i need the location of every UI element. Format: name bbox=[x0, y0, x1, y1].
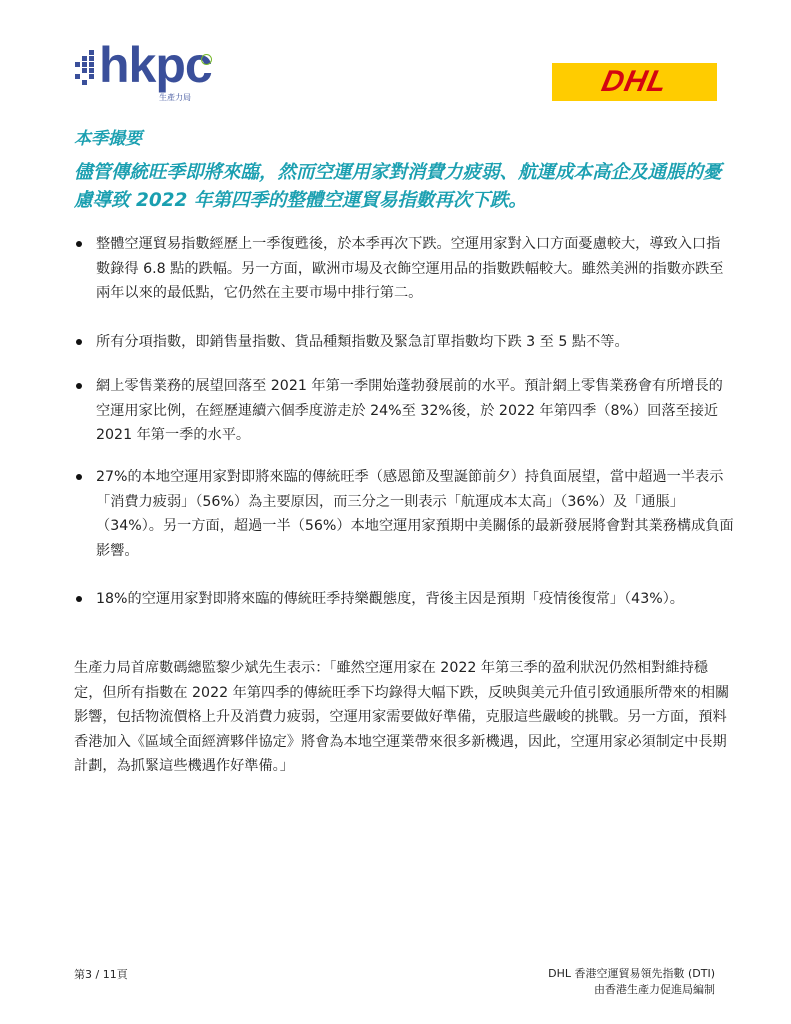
headline: 儘管傳統旺季即將來臨，然而空運用家對消費力疲弱、航運成本高企及通脹的憂慮導致 2022 年第四季的整體空運貿易指數再次下跌。 bbox=[74, 162, 722, 211]
section-title: 本季撮要 bbox=[74, 129, 142, 149]
bullet-dot-icon bbox=[76, 241, 82, 247]
hkpc-dots-icon bbox=[73, 50, 99, 86]
bullet-text: 所有分項指數，即銷售量指數、貨品種類指數及緊急訂單指數均下跌 3 至 5 點不等。 bbox=[96, 334, 629, 350]
bullet-text: 27%的本地空運用家對即將來臨的傳統旺季（感恩節及聖誕節前夕）持負面展望，當中超過一半表示「消費力疲弱」（56%）為主要原因，而三分之一則表示「航運成本太高」（36%）及「通脹」（34%）。另一方面，超過一半（56%）本地空運用家預期中美關係的最新發展將會對其業務構成負面影響。 bbox=[96, 469, 734, 559]
director-quote: 生產力局首席數碼總監黎少斌先生表示：「雖然空運用家在 2022 年第三季的盈利狀況仍然相對維持穩定，但所有指數在 2022 年第四季的傳統旺季下均錄得大幅下跌，反映與美元升值引致通脹所帶來的相關影響，包括物流價格上升及消費力疲弱，空運用家需要做好準備，克服這些嚴峻的挑戰。另一方面，預料香港加入《區域全面經濟夥伴協定》將會為本地空運業帶來很多新機遇，因此，空運用家必須制定中長期計劃，為抓緊這些機遇作好準備。」 bbox=[74, 660, 730, 774]
hkpc-logo-subtext: 生產力局 bbox=[159, 93, 191, 102]
bullet-text: 整體空運貿易指數經歷上一季復甦後，於本季再次下跌。空運用家對入口方面憂慮較大，導致入口指數錄得 6.8 點的跌幅。另一方面，歐洲市場及衣飾空運用品的指數跌幅較大。雖然美洲的指數亦跌至兩年以來的最低點，它仍然在主要市場中排行第二。 bbox=[96, 236, 724, 301]
footer-doc-title: DHL 香港空運貿易領先指數 (DTI) bbox=[548, 967, 715, 980]
footer-credits bbox=[548, 966, 715, 998]
bullet-dot-icon bbox=[76, 383, 82, 389]
bullet-item bbox=[74, 587, 684, 612]
dhl-logo-text: DHL bbox=[598, 65, 671, 98]
page-number: 第3 / 11頁 bbox=[74, 968, 128, 981]
bullet-dot-icon bbox=[76, 474, 82, 480]
bullet-dot-icon bbox=[76, 596, 82, 602]
hkpc-logo-text: hkpc bbox=[99, 37, 212, 93]
hkpc-logo bbox=[73, 37, 213, 108]
registered-mark-icon bbox=[201, 54, 212, 65]
footer-compiled-by: 由香港生產力促進局編制 bbox=[594, 983, 715, 996]
dhl-logo bbox=[552, 63, 717, 101]
bullet-item bbox=[74, 374, 734, 448]
bullet-dot-icon bbox=[76, 339, 82, 345]
bullet-text: 網上零售業務的展望回落至 2021 年第一季開始蓬勃發展前的水平。預計網上零售業務會有所增長的空運用家比例，在經歷連續六個季度游走於 24%至 32%後，於 2022 年第四季（8%）回落至接近 2021 年第一季的水平。 bbox=[96, 378, 723, 443]
bullet-item bbox=[74, 465, 734, 563]
bullet-item bbox=[74, 232, 734, 306]
bullet-item bbox=[74, 330, 629, 355]
bullet-text: 18%的空運用家對即將來臨的傳統旺季持樂觀態度，背後主因是預期「疫情後復常」（43%）。 bbox=[96, 591, 684, 607]
